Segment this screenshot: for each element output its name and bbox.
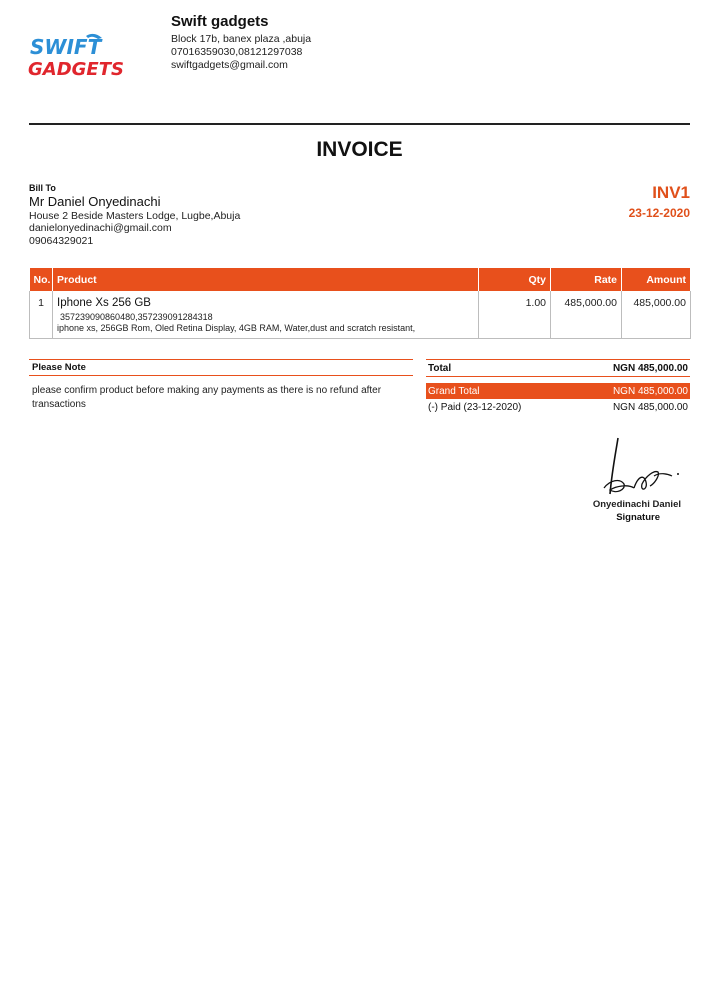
row-qty: 1.00: [479, 291, 551, 339]
company-address: Block 17b, banex plaza ,abuja: [171, 33, 312, 45]
signatory-name: Onyedinachi Daniel: [592, 499, 681, 510]
company-name: Swift gadgets: [171, 13, 269, 30]
bill-to-label: Bill To: [29, 183, 56, 193]
header-rate: Rate: [551, 268, 622, 291]
total-value: NGN 485,000.00: [612, 363, 688, 374]
row-product-cell: [53, 291, 479, 339]
grand-total-value: NGN 485,000.00: [612, 386, 688, 397]
header-divider: [29, 123, 690, 125]
client-phone: 09064329021: [29, 235, 94, 247]
signature-image: [598, 436, 690, 498]
total-label: Total: [428, 363, 452, 374]
items-table: [29, 268, 691, 339]
grand-total-row: [426, 383, 690, 399]
client-name: Mr Daniel Onyedinachi: [29, 194, 161, 209]
product-description: iphone xs, 256GB Rom, Oled Retina Display, 4GB RAM, Water,dust and scratch resistant,: [57, 323, 416, 333]
header-qty: Qty: [479, 268, 551, 291]
row-rate: 485,000.00: [551, 291, 622, 339]
row-no: 1: [30, 291, 53, 339]
svg-text:GADGETS: GADGETS: [28, 59, 124, 80]
header-no: No.: [30, 268, 53, 291]
svg-text:SWIFT: SWIFT: [30, 35, 102, 59]
client-email: danielonyedinachi@gmail.com: [29, 222, 172, 234]
company-logo: [28, 32, 124, 82]
note-text: please confirm product before making any payments as there is no refund after transactions: [32, 385, 382, 410]
paid-label: (-) Paid (23-12-2020): [428, 402, 522, 413]
note-heading: Please Note: [29, 359, 413, 376]
invoice-date: 23-12-2020: [628, 206, 690, 220]
table-row: [30, 291, 691, 339]
company-phones: 07016359030,08121297038: [171, 46, 303, 58]
paid-value: NGN 485,000.00: [612, 402, 688, 413]
product-serials: 357239090860480,357239091284318: [60, 312, 213, 322]
paid-row: [426, 399, 690, 415]
company-email: swiftgadgets@gmail.com: [171, 59, 288, 71]
client-address: House 2 Beside Masters Lodge, Lugbe,Abuja: [29, 210, 241, 222]
header-amount: Amount: [622, 268, 691, 291]
signature-label: Signature: [616, 512, 660, 523]
grand-total-label: Grand Total: [428, 386, 480, 397]
row-amount: 485,000.00: [622, 291, 691, 339]
product-name: Iphone Xs 256 GB: [57, 297, 151, 309]
invoice-number: INV1: [652, 183, 690, 202]
items-header-row: [30, 268, 691, 291]
document-title: INVOICE: [316, 138, 403, 161]
header-product: Product: [53, 268, 479, 291]
total-row: [426, 359, 690, 377]
